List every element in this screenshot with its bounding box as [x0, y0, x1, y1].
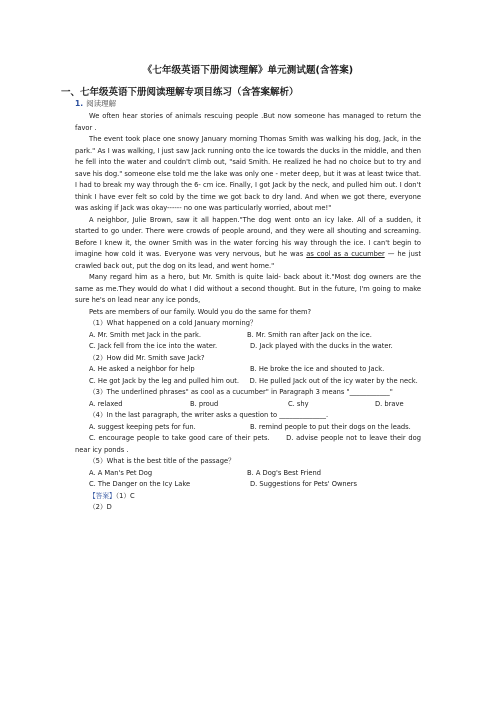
- passage-paragraph: The event took place one snowy January morning Thomas Smith was walking his dog, Jack, in the park." As I was walking, I just saw Jack running onto the ice towards the ducks in the middle, and then he fell into the water and couldn't climb out, "said Smith. He realized he had no choice but to try and save his dog." someone else told me the lake was only one - meter deep, but it was at least twice that. I had to break my way through the 6- cm ice. Finally, I got Jack by the neck, and pulled him out. I don't think I have ever felt so cold by the time we got back to dry land. And when we got there, everyone was asking if Jack was okay------ no one was particularly worried, about me!": [75, 135, 421, 212]
- option-b: B. proud: [190, 399, 219, 408]
- passage-paragraph: We often hear stories of animals rescuing people .But now someone has managed to return the favor .: [75, 112, 421, 132]
- option-a: A. Mr. Smith met Jack in the park.: [89, 330, 202, 339]
- option-d: D. Suggestions for Pets' Owners: [250, 480, 358, 488]
- question-stem: （2）How did Mr. Smith save Jack?: [89, 353, 205, 362]
- option-c: C. The Danger on the Icy Lake: [89, 480, 191, 488]
- option-b: B. A Dog's Best Friend: [247, 468, 321, 477]
- option-row: [75, 330, 421, 342]
- option-b: B. Mr. Smith ran after Jack on the ice.: [247, 330, 372, 339]
- question-stem: （1）What happened on a cold January morning？: [89, 319, 257, 327]
- question-number: [75, 98, 116, 109]
- question-stem: （4）In the last paragraph, the writer asks a question to ______________.: [89, 411, 329, 419]
- question-stem: （3）The underlined phrases" as cool as a cucumber" in Paragraph 3 means "____________": [89, 388, 393, 396]
- option-a: A. A Man's Pet Dog: [89, 468, 153, 477]
- question-type: 阅读理解: [86, 99, 117, 108]
- question-stem: （5）What is the best title of the passage？: [89, 457, 235, 465]
- answer-1: （1）C: [115, 491, 135, 500]
- option-a: A. relaxed: [89, 399, 123, 408]
- passage-paragraph: Many regard him as a hero, but Mr. Smith is quite laid- back about it."Most dog owners are the same as me.They would do what I did without a second thought. But in the future, I'm going to make sure he's on lead near any ice ponds,: [75, 273, 421, 304]
- option-d: D. Jack played with the ducks in the water.: [250, 342, 393, 350]
- option-d: D. He pulled Jack out of the icy water by the neck.: [249, 376, 418, 385]
- option-c: C. Jack fell from the ice into the water.: [89, 342, 218, 350]
- option-b: B. remind people to put their dogs on the leads.: [250, 422, 411, 431]
- option-d: D. advise people not to leave their dog near icy ponds .: [75, 434, 421, 454]
- option-b: B. He broke the ice and shouted to Jack.: [250, 365, 385, 373]
- option-a: A. suggest keeping pets for fun.: [89, 422, 196, 431]
- answer-label: 【答案】: [89, 491, 116, 500]
- option-d: D. brave: [375, 399, 404, 408]
- option-a: A. He asked a neighbor for help: [89, 365, 195, 373]
- underlined-phrase: as cool as a cucumber: [306, 250, 385, 258]
- section-heading: 一、七年级英语下册阅读理解专项目练习（含答案解析）: [61, 87, 299, 98]
- question-number-label: 1.: [75, 99, 84, 108]
- passage-body: [75, 111, 421, 514]
- option-row: [75, 399, 421, 411]
- option-row: [75, 468, 421, 480]
- document-title: 《七年级英语下册阅读理解》单元测试题(含答案): [142, 65, 354, 76]
- answer-2: （2）D: [89, 503, 112, 511]
- passage-paragraph: [75, 215, 421, 273]
- passage-text: — he just crawled back out, put the dog on its lead, and went home.": [75, 250, 422, 270]
- answer-row: [75, 502, 421, 514]
- option-row: [75, 422, 421, 434]
- passage-paragraph: Pets are members of our family. Would you do the same for them?: [89, 307, 312, 316]
- option-row: [75, 364, 421, 376]
- option-c: C. shy: [288, 399, 309, 408]
- option-row: [75, 376, 421, 388]
- option-c: C. He got Jack by the leg and pulled him out.: [89, 376, 239, 385]
- option-c: C. encourage people to take good care of their pets.: [89, 434, 270, 442]
- passage-text: A neighbor, Julie Brown, saw it all happen."The dog went onto an icy lake. All of a sudden, it started to go under. There were crowds of people around, and they were all shouting and screaming. Before I knew it, the owner Smith was in the water forcing his way through the ice. I can't begin to imagine how cold it was. Everyone was very nervous, but he was: [75, 215, 421, 258]
- option-row: [75, 479, 421, 491]
- option-row: [75, 433, 421, 456]
- answer-row: [75, 491, 421, 503]
- option-row: [75, 341, 421, 353]
